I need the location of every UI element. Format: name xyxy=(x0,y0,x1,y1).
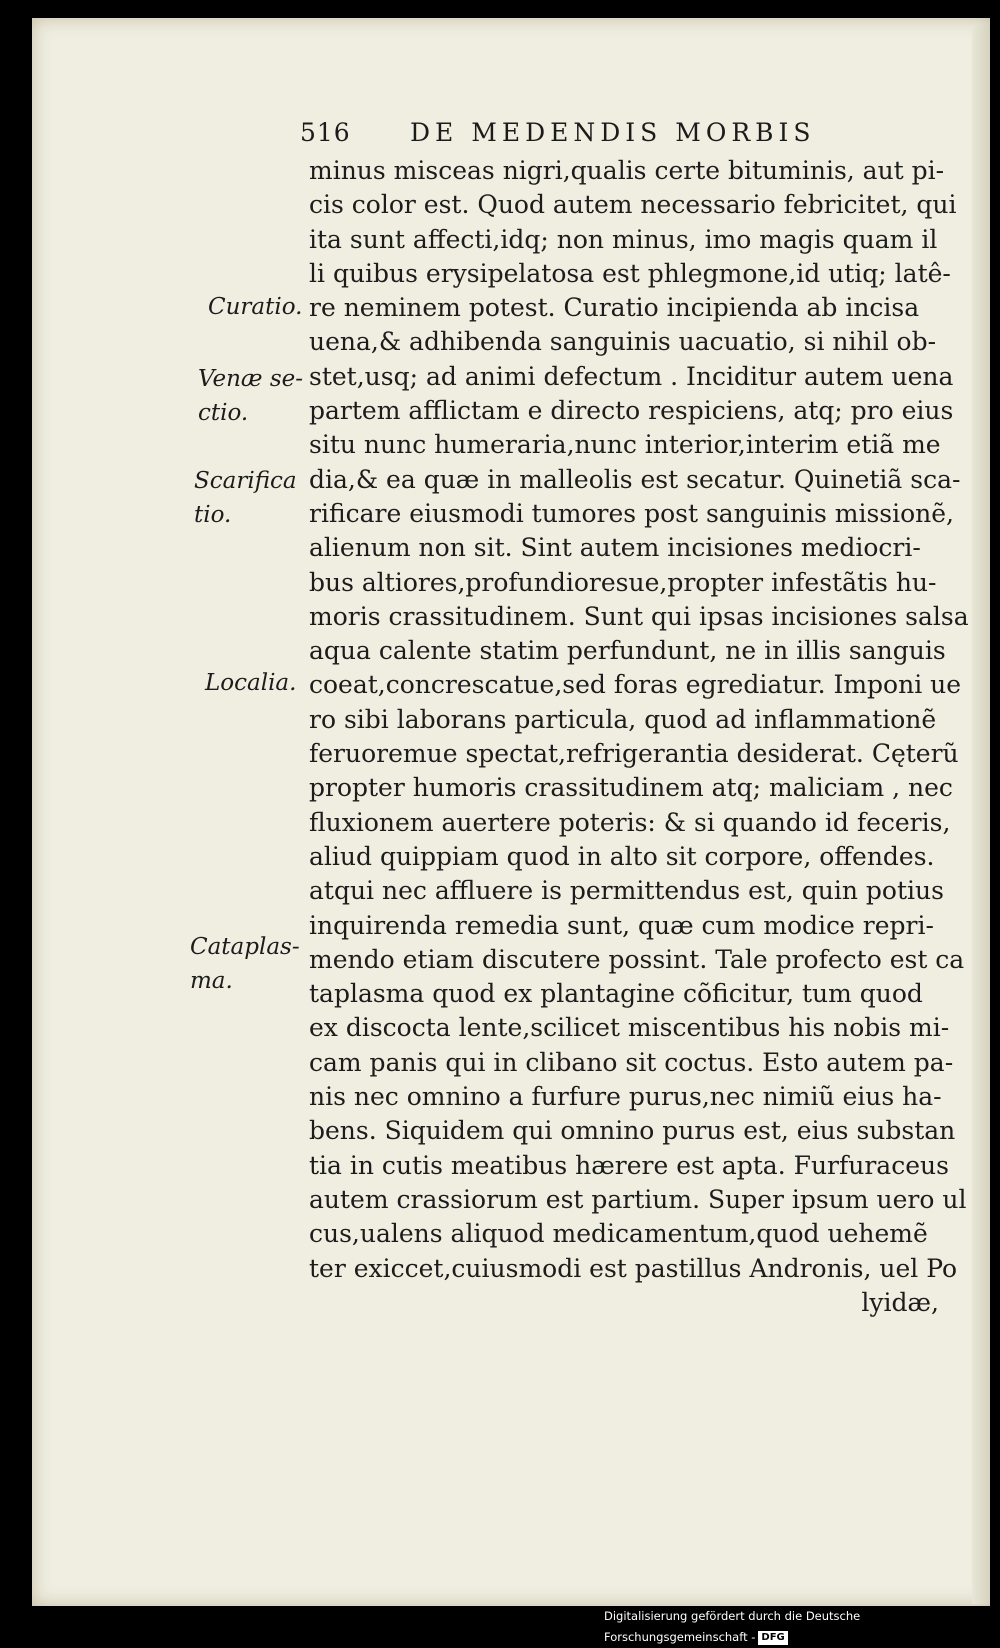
text-line: aqua calente statim perfundunt, ne in illis sanguis xyxy=(309,636,946,666)
text-line: ex discocta lente,scilicet miscentibus his nobis mi- xyxy=(309,1013,950,1043)
text-line: bus altiores,profundioresue,propter infestãtis hu- xyxy=(309,567,937,597)
text-line: bens. Siquidem qui omnino purus est, eius substan xyxy=(309,1116,956,1146)
body-text xyxy=(309,154,969,1320)
text-line: moris crassitudinem. Sunt qui ipsas incisiones salsa xyxy=(309,601,969,631)
text-line: coeat,concrescatue,sed foras egrediatur. Imponi ue xyxy=(309,670,962,700)
text-line: mendo etiam discutere possint. Tale profecto est ca xyxy=(309,944,965,974)
text-line: inquirenda remedia sunt, quæ cum modice repri- xyxy=(309,910,934,940)
text-line: tia in cutis meatibus hærere est apta. Furfuraceus xyxy=(309,1150,949,1180)
digitization-credit xyxy=(604,1606,1000,1644)
dfg-logo-icon: DFG xyxy=(758,1631,787,1645)
text-line: li quibus erysipelatosa est phlegmone,id utiq; latê- xyxy=(309,258,951,288)
running-header xyxy=(300,118,860,154)
text-line: cis color est. Quod autem necessario febricitet, qui xyxy=(309,190,957,220)
text-line: aliud quippiam quod in alto sit corpore, offendes. xyxy=(309,841,935,871)
text-line: rificare eiusmodi tumores post sanguinis missionẽ, xyxy=(309,498,955,528)
text-line: feruoremue spectat,refrigerantia desiderat. Cęterũ xyxy=(309,739,959,769)
text-line: situ nunc humeraria,nunc interior,interim etiã me xyxy=(309,430,941,460)
text-line: nis nec omnino a furfure purus,nec nimiũ eius ha- xyxy=(309,1082,942,1112)
text-line: atqui nec affluere is permittendus est, quin potius xyxy=(309,876,944,906)
credit-text: Digitalisierung gefördert durch die Deutsche Forschungsgemeinschaft - xyxy=(604,1609,861,1644)
text-line: propter humoris crassitudinem atq; maliciam , nec xyxy=(309,773,953,803)
page-number: 516 xyxy=(300,118,351,147)
marginal-note-venae-sectio: Venæ se- ctio. xyxy=(198,366,304,426)
marginal-note-curatio: Curatio. xyxy=(208,294,303,320)
text-line: partem afflictam e directo respiciens, atq; pro eius xyxy=(309,396,954,426)
text-line: autem crassiorum est partium. Super ipsum uero ul xyxy=(309,1184,967,1214)
text-line: minus misceas nigri,qualis certe bituminis, aut pi- xyxy=(309,156,945,185)
catchword: lyidæ, xyxy=(861,1287,939,1317)
text-line: cus,ualens aliquod medicamentum,quod uehemẽ xyxy=(309,1219,928,1249)
text-line: dia,& ea quæ in malleolis est secatur. Quinetiã sca- xyxy=(309,464,961,494)
text-line: ro sibi laborans particula, quod ad inflammationẽ xyxy=(309,704,937,734)
text-line: fluxionem auertere poteris: & si quando id feceris, xyxy=(309,807,951,837)
text-line: taplasma quod ex plantagine cõficitur, tum quod xyxy=(309,979,923,1009)
marginal-note-localia: Localia. xyxy=(205,670,297,696)
text-line: re neminem potest. Curatio incipienda ab incisa xyxy=(309,293,920,323)
page-edge xyxy=(972,26,990,1604)
running-title: DE MEDENDIS MORBIS xyxy=(410,118,816,147)
text-line: uena,& adhibenda sanguinis uacuatio, si nihil ob- xyxy=(309,327,937,357)
text-line: alienum non sit. Sint autem incisiones mediocri- xyxy=(309,533,921,563)
text-line: cam panis qui in clibano sit coctus. Esto autem pa- xyxy=(309,1047,954,1077)
text-line: ter exiccet,cuiusmodi est pastillus Andronis, uel Po xyxy=(309,1253,958,1283)
marginal-note-cataplasma: Cataplas- ma. xyxy=(190,934,300,994)
text-line: ita sunt affecti,idq; non minus, imo magis quam il xyxy=(309,224,938,254)
text-line: stet,usq; ad animi defectum . Inciditur autem uena xyxy=(309,361,954,391)
marginal-note-scarificatio: Scarifica tio. xyxy=(194,468,297,528)
